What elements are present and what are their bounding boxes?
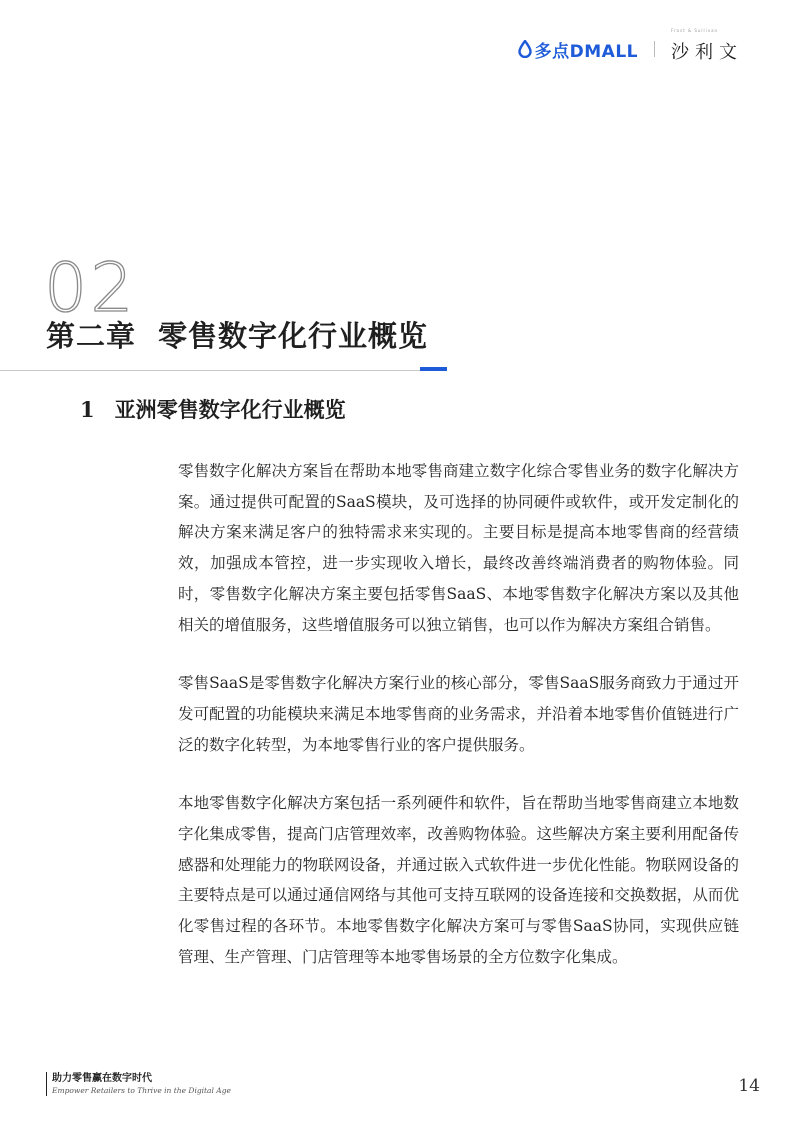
dmall-logo-text: 多点DMALL [534, 41, 638, 62]
chapter-divider [0, 370, 420, 371]
sharewin-logo-text: 沙利文 [671, 42, 743, 63]
paragraph: 本地零售数字化解决方案包括一系列硬件和软件，旨在帮助当地零售商建立本地数字化集成零售，提高门店管理效率，改善购物体验。这些解决方案主要利用配备传感器和处理能力的物联网设备，并通过嵌入式软件进一步优化性能。物联网设备的主要特点是可以通过通信网络与其他可支持互联网的设备连接和交换数据，从而优化零售过程的各环节。本地零售数字化解决方案可与零售SaaS协同，实现供应链管理、生产管理、门店管理等本地零售场景的全方位数字化集成。 [178, 794, 739, 966]
sharewin-logo [671, 28, 743, 64]
chapter-divider-accent [420, 367, 447, 371]
chapter-number: 02 [44, 249, 137, 328]
header-logos [518, 28, 743, 64]
footer-slogan [46, 1072, 231, 1096]
paragraph: 零售数字化解决方案旨在帮助本地零售商建立数字化综合零售业务的数字化解决方案。通过提供可配置的SaaS模块，及可选择的协同硬件或软件，或开发定制化的解决方案来满足客户的独特需求来实现的。主要目标是提高本地零售商的经营绩效，加强成本管控，进一步实现收入增长，最终改善终端消费者的购物体验。同时，零售数字化解决方案主要包括零售SaaS、本地零售数字化解决方案以及其他相关的增值服务，这些增值服务可以独立销售，也可以作为解决方案组合销售。 [178, 462, 739, 634]
page-number: 14 [738, 1076, 760, 1096]
sharewin-logo-subtitle: Frost & Sullivan [671, 28, 719, 33]
droplet-icon [518, 40, 532, 58]
footer-slogan-en: Empower Retailers to Thrive in the Digital Age [52, 1086, 231, 1095]
paragraph: 零售SaaS是零售数字化解决方案行业的核心部分，零售SaaS服务商致力于通过开发可配置的功能模块来满足本地零售商的业务需求，并沿着本地零售价值链进行广泛的数字化转型，为本地零售行业的客户提供服务。 [178, 674, 739, 754]
section-number: 1 [80, 397, 95, 422]
chapter-title [46, 314, 428, 355]
footer-slogan-cn: 助力零售赢在数字时代 [52, 1073, 152, 1084]
logo-divider [654, 41, 655, 57]
body-text [178, 456, 739, 1001]
dmall-logo [518, 37, 638, 62]
chapter-label: 第二章 [46, 319, 137, 353]
section-heading [80, 394, 346, 424]
section-title: 亚洲零售数字化行业概览 [114, 397, 346, 422]
chapter-title-text: 零售数字化行业概览 [158, 319, 429, 353]
